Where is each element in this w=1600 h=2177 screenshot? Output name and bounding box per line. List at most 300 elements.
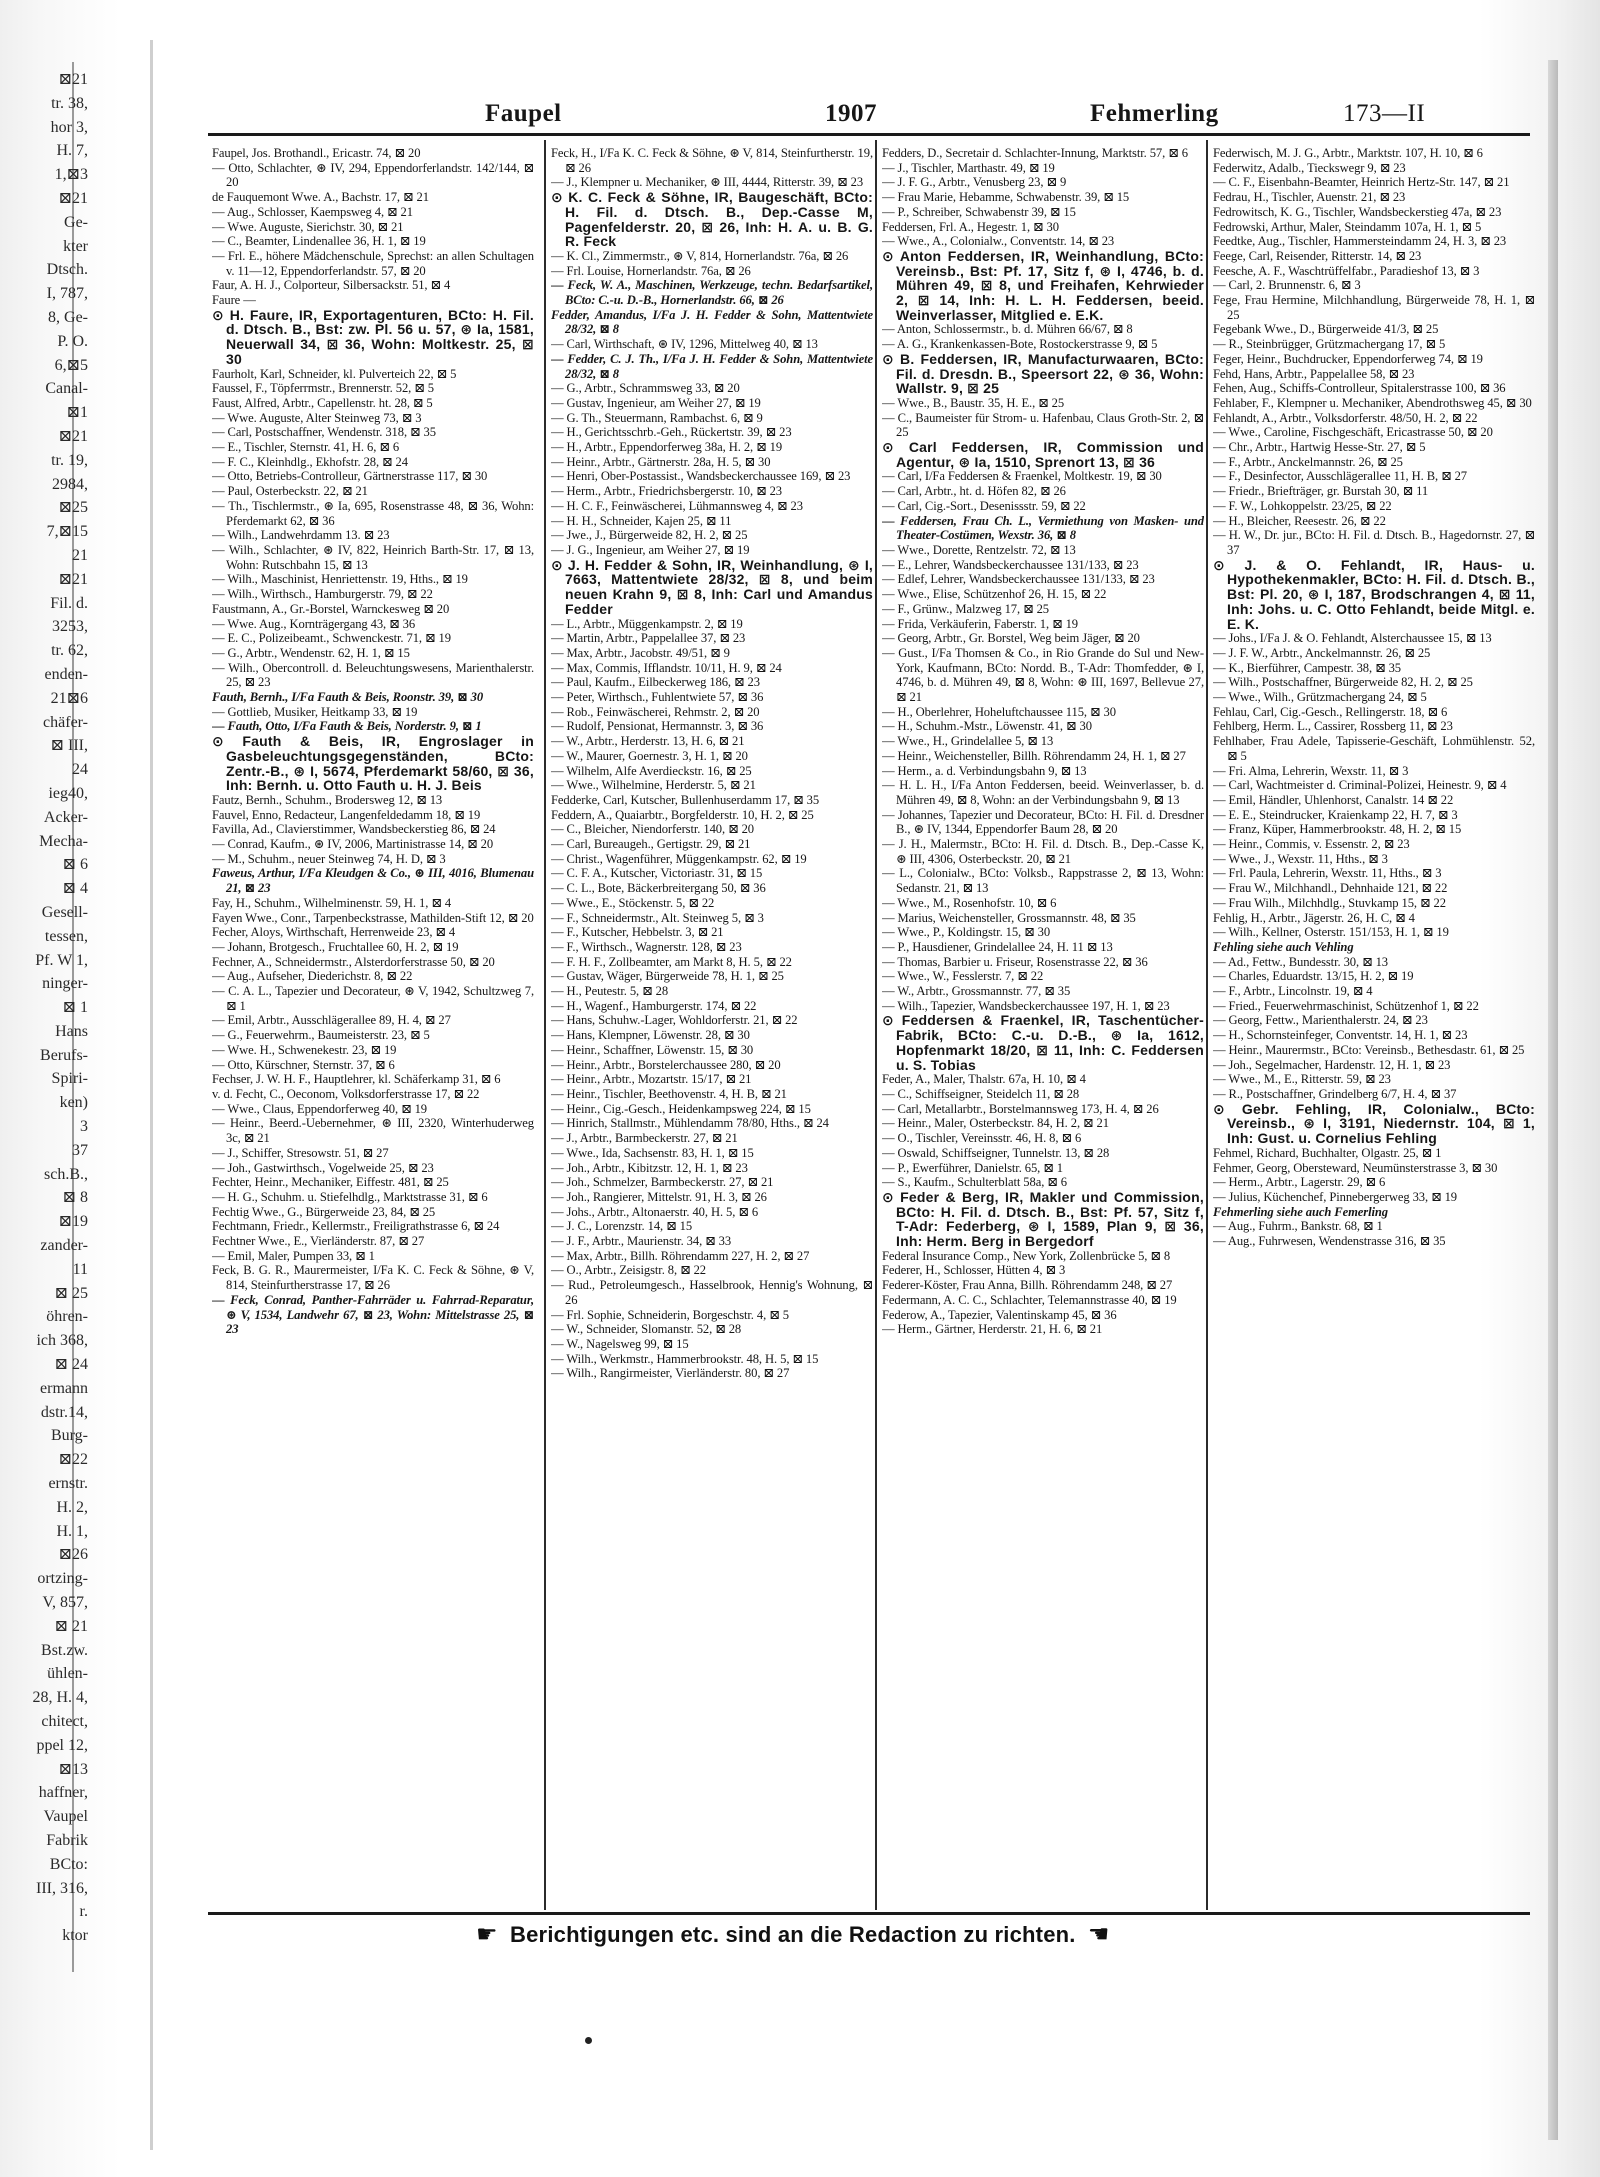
directory-entry: — F., Grünw., Malzweg 17, ⊠ 25 xyxy=(882,601,1049,616)
neighbour-page-fragment: ortzing- xyxy=(37,1570,88,1587)
neighbour-page-fragment: ken) xyxy=(59,1094,88,1111)
neighbour-page-fragment: Bst.zw. xyxy=(41,1642,88,1659)
directory-entry: Fedrowitsch, K. G., Tischler, Wandsbeckerstieg 47a, ⊠ 23 xyxy=(1213,204,1502,219)
neighbour-page-fragment: enden- xyxy=(44,666,88,683)
directory-entry: — C. F. A., Kutscher, Victoriastr. 31, ⊠ 15 xyxy=(551,866,763,881)
directory-entry: — G., Arbtr., Schrammsweg 33, ⊠ 20 xyxy=(551,381,740,396)
directory-entry: — Wilh., Obercontroll. d. Beleuchtungswesens, Marienthalerstr. 25, ⊠ 23 xyxy=(212,660,534,690)
neighbour-page-fragment: ⊠21 xyxy=(58,71,88,88)
firm-entry: ⊙ Gebr. Fehling, IR, Colonialw., BCto: Vereinsb., ⊛ I, 3191, Niedernstr. 104, ⊠ 1, Inh: Gust. u. Cornelius Fehling xyxy=(1213,1100,1535,1147)
directory-entry: — Wwe., Caroline, Fischgeschäft, Ericastrasse 50, ⊠ 20 xyxy=(1213,425,1493,440)
directory-entry: — F., Wirthsch., Wagnerstr. 128, ⊠ 23 xyxy=(551,939,742,954)
directory-entry: — L., Colonialw., BCto: Volksb., Rappstrasse 2, ⊠ 13, Wohn: Sedanstr. 21, ⊠ 13 xyxy=(882,866,1204,896)
directory-entry: — Wilhelm, Alfe Averdieckstr. 16, ⊠ 25 xyxy=(551,763,752,778)
directory-entry: — Wwe. Auguste, Alter Steinweg 73, ⊠ 3 xyxy=(212,410,422,425)
directory-entry: — Max, Commis, Ifflandstr. 10/11, H. 9, ⊠ 24 xyxy=(551,660,782,675)
firm-entry: ⊙ K. C. Feck & Söhne, IR, Baugeschäft, BCto: H. Fil. d. Dtsch. B., Dep.-Casse M, Pagenfelderstr. 20, ⊠ 26, Inh: H. A. u. B. G. R. Feck xyxy=(551,189,873,250)
neighbour-page-fragment: I, 787, xyxy=(46,285,88,302)
neighbour-page-fragment: Dtsch. xyxy=(46,261,88,278)
directory-entry: Fehlhaber, Frau Adele, Tapisserie-Geschäft, Lohmühlenstr. 52, ⊠ 5 xyxy=(1213,734,1535,763)
directory-entry: Feger, Heinr., Buchdrucker, Eppendorferweg 74, ⊠ 19 xyxy=(1213,351,1483,366)
directory-entry: — Carl, Postschaffner, Wendenstr. 318, ⊠ 35 xyxy=(212,425,436,440)
directory-entry: — Wwe., W., Fesslerstr. 7, ⊠ 22 xyxy=(882,969,1044,984)
footer-notice xyxy=(470,1920,1270,1954)
directory-column-3 xyxy=(882,146,1204,1910)
neighbour-page-fragment: ⊠21 xyxy=(58,428,88,445)
directory-entry: — H. H., Schneider, Kajen 25, ⊠ 11 xyxy=(551,513,732,528)
neighbour-page-fragment: ⊠13 xyxy=(58,1761,88,1778)
directory-entry: — C., Bleicher, Niendorferstr. 140, ⊠ 20 xyxy=(551,822,754,837)
neighbour-page-fragment: Acker- xyxy=(43,809,88,826)
header-first-name: Faupel xyxy=(485,100,562,127)
neighbour-page-fragment: ⊠ 1 xyxy=(62,999,88,1016)
directory-entry: — F., Kutscher, Hebbelstr. 3, ⊠ 21 xyxy=(551,925,724,940)
directory-entry: — Anton, Schlossermstr., b. d. Mühren 66/67, ⊠ 8 xyxy=(882,322,1133,337)
directory-entry: — Ad., Fettw., Bundesstr. 30, ⊠ 13 xyxy=(1213,954,1388,969)
directory-entry: — Wwe., Claus, Eppendorferweg 40, ⊠ 19 xyxy=(212,1101,427,1116)
neighbour-page-fragment: 6,⊠5 xyxy=(54,357,88,374)
directory-entry: — H. L. H., I/Fa Anton Feddersen, beeid. Weinverlasser, b. d. Mühren 49, ⊠ 8, Wohn: an der Verbindungsbahn 9, ⊠ 13 xyxy=(882,778,1204,807)
column-divider xyxy=(544,140,546,1910)
firm-entry: ⊙ Anton Feddersen, IR, Weinhandlung, BCto: Vereinsb., Bst: Pf. 17, Sitz f, ⊛ I, 4746, b. d. Mühren 49, ⊠ 8, und Freihafen, Kehrwieder 2, ⊠ 14, Inh: H. L. H. Feddersen, beeid. Weinverlasser, Mitglied e. E.K. xyxy=(882,247,1204,323)
directory-entry: Fehmel, Richard, Buchhalter, Olgastr. 25, ⊠ 1 xyxy=(1213,1145,1442,1160)
directory-entry: — W., Nagelsweg 99, ⊠ 15 xyxy=(551,1336,689,1351)
directory-entry: — Johann, Brotgesch., Fruchtallee 60, H. 2, ⊠ 19 xyxy=(212,939,459,954)
neighbour-page-fragment: chitect, xyxy=(41,1713,88,1730)
page-number: 173—II xyxy=(1343,100,1426,127)
directory-entry: — M., Schuhm., neuer Steinweg 74, H. D, ⊠ 3 xyxy=(212,851,446,866)
directory-entry: — J. H., Malermstr., BCto: H. Fil. d. Dtsch. B., Dep.-Casse K, ⊛ III, 4306, Osterbeckstr. 20, ⊠ 21 xyxy=(882,837,1204,866)
directory-entry: Fechter, Heinr., Mechaniker, Eiffestr. 481, ⊠ 25 xyxy=(212,1175,449,1190)
directory-entry: Fautz, Bernh., Schuhm., Brodersweg 12, ⊠ 13 xyxy=(212,792,443,807)
neighbour-page-fragment: tr. 62, xyxy=(51,642,88,659)
directory-entry: — Charles, Eduardstr. 13/15, H. 2, ⊠ 19 xyxy=(1213,969,1414,984)
directory-entry: — Wwe., P., Koldingstr. 15, ⊠ 30 xyxy=(882,925,1051,940)
directory-entry: Fechser, J. W. H. F., Hauptlehrer, kl. Schäferkamp 31, ⊠ 6 xyxy=(212,1072,501,1087)
directory-entry: — W., Arbtr., Grossmannstr. 77, ⊠ 35 xyxy=(882,984,1071,999)
directory-entry: Fauvel, Enno, Redacteur, Langenfeldedamm 18, ⊠ 19 xyxy=(212,807,481,822)
directory-entry: — Wwe., Ida, Sachsenstr. 83, H. 1, ⊠ 15 xyxy=(551,1145,754,1160)
directory-entry: Fehen, Aug., Schiffs-Controlleur, Spitalerstrasse 100, ⊠ 36 xyxy=(1213,381,1506,396)
directory-entry: Faust, Alfred, Arbtr., Capellenstr. ht. 28, ⊠ 5 xyxy=(212,395,433,410)
directory-entry: Federwitz, Adalb., Tieckswegr 9, ⊠ 23 xyxy=(1213,160,1406,175)
directory-entry: — Carl, Wachtmeister d. Criminal-Polizei, Heinestr. 9, ⊠ 4 xyxy=(1213,778,1507,793)
directory-entry: — Marius, Weichensteller, Grossmannstr. 48, ⊠ 35 xyxy=(882,910,1136,925)
directory-entry: — F., Desinfector, Ausschlägerallee 11, H. B, ⊠ 27 xyxy=(1213,469,1467,484)
directory-entry: — H., Peutestr. 5, ⊠ 28 xyxy=(551,984,669,999)
neighbour-page-strip xyxy=(0,70,88,1960)
firm-entry: ⊙ Carl Feddersen, IR, Commission und Agentur, ⊛ Ia, 1510, Sprenort 13, ⊠ 36 xyxy=(882,439,1204,470)
directory-entry: — Heinr., Weichensteller, Billh. Röhrendamm 24, H. 1, ⊠ 27 xyxy=(882,748,1186,763)
directory-entry: — G., Feuerwehrm., Baumeisterstr. 23, ⊠ 5 xyxy=(212,1028,430,1043)
neighbour-page-fragment: ⊠26 xyxy=(58,1546,88,1563)
directory-entry: — P., Schreiber, Schwabenstr 39, ⊠ 15 xyxy=(882,204,1076,219)
directory-entry: Fehd, Hans, Arbtr., Pappelallee 58, ⊠ 23 xyxy=(1213,366,1415,381)
directory-entry: Feddern, A., Quaiarbtr., Borgfelderstr. 10, H. 2, ⊠ 25 xyxy=(551,807,814,822)
directory-entry: — Wwe., E., Stöckenstr. 5, ⊠ 22 xyxy=(551,895,715,910)
directory-entry: Feesche, A. F., Waschtrüffelfabr., Paradieshof 13, ⊠ 3 xyxy=(1213,263,1480,278)
directory-entry: Fedderke, Carl, Kutscher, Bullenhuserdamm 17, ⊠ 35 xyxy=(551,792,820,807)
directory-entry: Fayen Wwe., Conr., Tarpenbeckstrasse, Mathilden-Stift 12, ⊠ 20 xyxy=(212,910,534,925)
directory-entry: — Wwe., A., Colonialw., Conventstr. 14, ⊠ 23 xyxy=(882,234,1115,249)
directory-entry: — Wwe., Wilh., Grützmachergang 24, ⊠ 5 xyxy=(1213,690,1427,705)
firm-entry: ⊙ B. Feddersen, IR, Manufacturwaaren, BCto: Fil. d. Dresdn. B., Speersort 22, ⊛ 36, Wohn: Wallstr. 9, ⊠ 25 xyxy=(882,350,1204,397)
directory-entry: — Carl, Arbtr., ht. d. Höfen 82, ⊠ 26 xyxy=(882,484,1066,499)
directory-entry: — Conrad, Kaufm., ⊛ IV, 2006, Martinistrasse 14, ⊠ 20 xyxy=(212,837,494,852)
directory-entry: — Heinr., Maler, Osterbeckstr. 84, H. 2, ⊠ 21 xyxy=(882,1116,1109,1131)
neighbour-page-fragment: ⊠ 21 xyxy=(54,1618,88,1635)
directory-entry: — C., Baumeister für Strom- u. Hafenbau, Claus Groth-Str. 2, ⊠ 25 xyxy=(882,410,1204,440)
directory-entry: — Wilh., Rangirmeister, Vierländerstr. 80, ⊠ 27 xyxy=(551,1366,790,1381)
directory-entry: Feck, B. G. R., Maurermeister, I/Fa K. C. Feck & Söhne, ⊛ V, 814, Steinfurtherstrasse 17, ⊠ 26 xyxy=(212,1263,534,1293)
directory-entry: — H., Bleicher, Reesestr. 26, ⊠ 22 xyxy=(1213,513,1386,528)
neighbour-page-fragment: H. 7, xyxy=(56,142,88,159)
directory-entry: — R., Postschaffner, Grindelberg 6/7, H. 4, ⊠ 37 xyxy=(1213,1087,1457,1101)
directory-entry: — Wilh., Werkmstr., Hammerbrookstr. 48, H. 5, ⊠ 15 xyxy=(551,1351,819,1366)
neighbour-page-fragment: 8, Ge- xyxy=(48,309,88,326)
directory-entry: — P., Ewerführer, Danielstr. 65, ⊠ 1 xyxy=(882,1160,1063,1175)
directory-entry: — Carl, Metallarbtr., Borstelmannsweg 173, H. 4, ⊠ 26 xyxy=(882,1101,1159,1116)
directory-entry: — Emil, Händler, Uhlenhorst, Canalstr. 14 ⊠ 22 xyxy=(1213,792,1454,807)
directory-entry: — Heinr., Arbtr., Gärtnerstr. 28a, H. 5, ⊠ 30 xyxy=(551,454,771,469)
neighbour-page-fragment: ⊠21 xyxy=(58,190,88,207)
page-edge xyxy=(1548,60,1558,2140)
directory-entry: — F., Schneidermstr., Alt. Steinweg 5, ⊠ 3 xyxy=(551,910,764,925)
directory-entry: — W., Maurer, Goernestr. 3, H. 1, ⊠ 20 xyxy=(551,748,748,763)
directory-entry: — Otto, Betriebs-Controlleur, Gärtnerstrasse 117, ⊠ 30 xyxy=(212,469,488,484)
directory-entry: Fechtner Wwe., E., Vierländerstr. 87, ⊠ 27 xyxy=(212,1234,425,1249)
directory-entry: — Wwe., M., E., Ritterstr. 59, ⊠ 23 xyxy=(1213,1072,1391,1087)
directory-entry: — Wilh., Kellner, Osterstr. 151/153, H. 1, ⊠ 19 xyxy=(1213,925,1449,940)
directory-entry: — Paul, Osterbeckstr. 22, ⊠ 21 xyxy=(212,484,368,499)
directory-entry: — H., Schuhm.-Mstr., Löwenstr. 41, ⊠ 30 xyxy=(882,719,1092,734)
firm-entry: ⊙ J. H. Fedder & Sohn, IR, Weinhandlung, ⊛ I, 7663, Mattentwiete 28/32, ⊠ 8, und beim neuen Krahn 9, ⊠ 8, Inh: Carl und Amandus Fedder xyxy=(551,556,873,617)
neighbour-page-fragment: P. O. xyxy=(57,333,88,350)
directory-entry: — Wilh., Landwehrdamm 13. ⊠ 23 xyxy=(212,528,390,543)
firm-entry: ⊙ Feder & Berg, IR, Makler und Commission, BCto: H. Fil. d. Dtsch. B., Bst: Pf. 57, Sitz f, T-Adr: Federberg, ⊛ I, 1589, Plan 9, ⊠ 36, Inh: Herm. Berg in Bergedorf xyxy=(882,1188,1204,1250)
directory-entry: — Joh., Arbtr., Kibitzstr. 12, H. 1, ⊠ 23 xyxy=(551,1160,748,1175)
directory-entry: — E. C., Polizeibeamt., Schwenckestr. 71, ⊠ 19 xyxy=(212,631,451,646)
directory-entry: — H., Oberlehrer, Hoheluftchaussee 115, ⊠ 30 xyxy=(882,704,1116,719)
neighbour-page-fragment: chäfer- xyxy=(43,714,88,731)
directory-entry: Federow, A., Tapezier, Valentinskamp 45, ⊠ 36 xyxy=(882,1307,1117,1322)
directory-entry: — C. L., Bote, Bäckerbreitergang 50, ⊠ 36 xyxy=(551,881,766,896)
directory-entry: — Aug., Schlosser, Kaempsweg 4, ⊠ 21 xyxy=(212,204,413,219)
directory-entry: — Wwe., J., Wexstr. 11, Hths., ⊠ 3 xyxy=(1213,851,1388,866)
directory-entry: — Jwe., J., Bürgerweide 82, H. 2, ⊠ 25 xyxy=(551,528,748,543)
directory-entry: — Gust., I/Fa Thomsen & Co., in Rio Grande do Sul und New-York, Kaufmann, BCto: Nordd. B., T-Adr: Thomfedder, ⊛ I, 4746, b. d. Mühren 49, ⊠ 8, Wohn: ⊛ III, 1697, Bellevue 27, ⊠ 21 xyxy=(882,645,1204,705)
directory-entry: — H. W., Dr. jur., BCto: H. Fil. d. Dtsch. B., Hagedornstr. 27, ⊠ 37 xyxy=(1213,528,1535,557)
firm-entry: ⊙ H. Faure, IR, Exportagenturen, BCto: H. Fil. d. Dtsch. B., Bst: zw. Pl. 56 u. 57, ⊛ Ia, 1581, Neuerwall 34, ⊠ 36, Wohn: Moltkestr. 25, ⊠ 30 xyxy=(212,306,534,367)
directory-entry: — Wwe., Dorette, Rentzelstr. 72, ⊠ 13 xyxy=(882,542,1076,557)
directory-entry: — Herm., a. d. Verbindungsbahn 9, ⊠ 13 xyxy=(882,763,1087,778)
neighbour-page-fragment: Gesell- xyxy=(41,904,88,921)
directory-entry: — H., Arbtr., Eppendorferweg 38a, H. 2, ⊠ 19 xyxy=(551,440,783,455)
neighbour-page-fragment: 24 xyxy=(72,761,88,778)
neighbour-page-fragment: Hans xyxy=(55,1023,88,1040)
directory-entry: — Wwe., B., Baustr. 35, H. E., ⊠ 25 xyxy=(882,395,1065,410)
directory-entry: — Frau Wilh., Milchhdlg., Stuvkamp 15, ⊠ 22 xyxy=(1213,895,1446,910)
directory-entry: — C., Beamter, Lindenallee 36, H. 1, ⊠ 19 xyxy=(212,234,426,249)
directory-entry: Fecher, Aloys, Wirthschaft, Herrenweide 23, ⊠ 4 xyxy=(212,925,456,940)
directory-entry: — Wwe. Aug., Kornträgergang 43, ⊠ 36 xyxy=(212,616,416,631)
directory-entry: Feddersen, Frl. A., Hegestr. 1, ⊠ 30 xyxy=(882,219,1059,234)
directory-entry: — Heinr., Arbtr., Borstelerchaussee 280, ⊠ 20 xyxy=(551,1057,781,1072)
directory-entry: — Johs., Arbtr., Altonaerstr. 40, H. 5, ⊠ 6 xyxy=(551,1204,759,1219)
directory-entry: — Heinr., Beerd.-Uebernehmer, ⊛ III, 2320, Winterhuderweg 3c, ⊠ 21 xyxy=(212,1116,534,1146)
directory-entry: — Wwe., Wilhelmine, Herderstr. 5, ⊠ 21 xyxy=(551,778,756,793)
directory-entry: — Hinrich, Stallmstr., Mühlendamm 78/80, Hths., ⊠ 24 xyxy=(551,1116,829,1131)
directory-entry: — Max, Arbtr., Jacobstr. 49/51, ⊠ 9 xyxy=(551,645,730,660)
directory-entry: — J., Klempner u. Mechaniker, ⊛ III, 4444, Ritterstr. 39, ⊠ 23 xyxy=(551,175,864,190)
directory-entry: — Frl. Paula, Lehrerin, Wexstr. 11, Hths., ⊠ 3 xyxy=(1213,866,1442,881)
firm-entry: ⊙ J. & O. Fehlandt, IR, Haus- u. Hypothekenmakler, BCto: H. Fil. d. Dtsch. B., Bst: Pl. 20, ⊛ I, 187, Brodschrangen 4, ⊠ 11, Inh: Johs. u. C. Otto Fehlandt, beide Mitgl. e. E. K. xyxy=(1213,556,1535,632)
neighbour-page-fragment: ⊠1 xyxy=(66,404,88,421)
neighbour-page-fragment: r. xyxy=(79,1903,88,1920)
directory-entry: Fechtmann, Friedr., Kellermstr., Freiligrathstrasse 6, ⊠ 24 xyxy=(212,1219,500,1234)
neighbour-page-fragment: zander- xyxy=(40,1237,88,1254)
directory-entry: — Henri, Ober-Postassist., Wandsbeckerchaussee 169, ⊠ 23 xyxy=(551,469,851,484)
directory-entry: — G. Th., Steuermann, Rambachst. 6, ⊠ 9 xyxy=(551,410,763,425)
directory-entry: — F. W., Lohkoppelstr. 23/25, ⊠ 22 xyxy=(1213,498,1392,513)
directory-entry: Fehling siehe auch Vehling xyxy=(1213,939,1354,954)
directory-entry: — J. F. G., Arbtr., Venusberg 23, ⊠ 9 xyxy=(882,175,1067,190)
directory-entry: Federer-Köster, Frau Anna, Billh. Röhrendamm 248, ⊠ 27 xyxy=(882,1278,1173,1293)
directory-entry: — Heinr., Maurermstr., BCto: Vereinsb., Bethesdastr. 61, ⊠ 25 xyxy=(1213,1042,1525,1057)
directory-entry: — J. F., Arbtr., Maurienstr. 34, ⊠ 33 xyxy=(551,1234,732,1249)
neighbour-page-fragment: 3 xyxy=(80,1118,88,1135)
directory-entry: — S., Kaufm., Schulterblatt 58a, ⊠ 6 xyxy=(882,1175,1067,1190)
neighbour-page-fragment: Pf. W 1, xyxy=(35,952,88,969)
neighbour-page-fragment: Mecha- xyxy=(39,833,88,850)
neighbour-page-fragment: 11 xyxy=(72,1261,88,1278)
ink-dot xyxy=(585,2037,592,2044)
neighbour-page-fragment: 3253, xyxy=(52,618,88,635)
directory-entry: — Peter, Wirthsch., Fuhlentwiete 57, ⊠ 36 xyxy=(551,690,764,705)
directory-entry: Federal Insurance Comp., New York, Zollenbrücke 5, ⊠ 8 xyxy=(882,1248,1171,1263)
directory-entry: — Christ., Wagenführer, Müggenkampstr. 62, ⊠ 19 xyxy=(551,851,807,866)
neighbour-page-fragment: tr. 19, xyxy=(51,452,88,469)
directory-entry: — Frl. E., höhere Mädchenschule, Sprechst: an allen Schultagen v. 11—12, Eppendorferlandstr. 57, ⊠ 20 xyxy=(212,248,534,278)
directory-entry: — Wilh., Postschaffner, Bürgerweide 82, H. 2, ⊠ 25 xyxy=(1213,675,1473,690)
directory-entry: — Carl, Bureaugeh., Gertigstr. 29, ⊠ 21 xyxy=(551,837,751,852)
directory-entry: — Feddersen, Frau Ch. L., Vermiethung von Masken- und Theater-Costümen, Wexstr. 36, ⊠ 8 xyxy=(882,513,1204,543)
directory-entry: — H., Gerichtsschrb.-Geh., Rückertstr. 39, ⊠ 23 xyxy=(551,425,792,440)
directory-entry: — Wwe., H., Grindelallee 5, ⊠ 13 xyxy=(882,734,1054,749)
neighbour-page-fragment: ⊠ 25 xyxy=(54,1285,88,1302)
neighbour-page-fragment: ⊠ III, xyxy=(50,737,88,754)
directory-entry: — G., Arbtr., Wendenstr. 62, H. 1, ⊠ 15 xyxy=(212,645,410,660)
directory-entry: Faupel, Jos. Brothandl., Ericastr. 74, ⊠ 20 xyxy=(212,146,421,160)
directory-entry: Fedder, Amandus, I/Fa J. H. Fedder & Sohn, Mattentwiete 28/32, ⊠ 8 xyxy=(551,307,873,337)
directory-entry: — R., Steinbrügger, Grützmachergang 17, ⊠ 5 xyxy=(1213,337,1446,352)
column-divider xyxy=(1206,140,1208,1910)
directory-entry: Fehlandt, A., Arbtr., Volksdorferstr. 48/50, H. 2, ⊠ 22 xyxy=(1213,410,1478,425)
neighbour-page-fragment: ⊠ 24 xyxy=(54,1356,88,1373)
neighbour-page-fragment: 28, H. 4, xyxy=(32,1689,88,1706)
firm-entry: ⊙ Feddersen & Fraenkel, IR, Taschentücher-Fabrik, BCto: C.-u. D.-B., ⊛ Ia, 1612, Hopfenmarkt 18/20, ⊠ 11, Inh: C. Feddersen u. S. Tobias xyxy=(882,1012,1204,1073)
neighbour-page-fragment: ⊠19 xyxy=(58,1213,88,1230)
directory-entry: — Heinr., Cig.-Gesch., Heidenkampsweg 224, ⊠ 15 xyxy=(551,1101,811,1116)
directory-entry: Faussel, F., Töpferrmstr., Brennerstr. 52, ⊠ 5 xyxy=(212,381,434,396)
directory-entry: Fedrau, H., Tischler, Auenstr. 21, ⊠ 23 xyxy=(1213,190,1406,205)
neighbour-page-fragment: 7,⊠15 xyxy=(46,523,88,540)
directory-entry: — Gustav, Ingenieur, am Weiher 27, ⊠ 19 xyxy=(551,395,761,410)
directory-entry: — E., Tischler, Sternstr. 41, H. 6, ⊠ 6 xyxy=(212,440,400,455)
directory-entry: Feege, Carl, Reisender, Ritterstr. 14, ⊠ 23 xyxy=(1213,248,1422,263)
header-last-name: Fehmerling xyxy=(1090,100,1219,127)
directory-entry: — Georg, Arbtr., Gr. Borstel, Weg beim Jäger, ⊠ 20 xyxy=(882,631,1140,646)
directory-entry: Faustmann, A., Gr.-Borstel, Warnckesweg ⊠ 20 xyxy=(212,601,450,616)
neighbour-page-fragment: BCto: xyxy=(49,1856,88,1873)
directory-entry: Fehlau, Carl, Cig.-Gesch., Rellingerstr. 18, ⊠ 6 xyxy=(1213,704,1448,719)
neighbour-page-fragment: ühlen- xyxy=(47,1665,88,1682)
neighbour-page-fragment: H. 2, xyxy=(56,1499,88,1516)
pointing-hand-right-icon: ☛ xyxy=(476,1921,498,1948)
neighbour-page-fragment: ernstr. xyxy=(48,1475,88,1492)
neighbour-page-fragment: ktor xyxy=(62,1927,88,1944)
neighbour-page-fragment: 1,⊠3 xyxy=(54,166,88,183)
neighbour-page-fragment: haffner, xyxy=(38,1784,88,1801)
neighbour-page-fragment: 21⊠6 xyxy=(50,690,88,707)
directory-entry: — H., Wagenf., Hamburgerstr. 174, ⊠ 22 xyxy=(551,998,757,1013)
directory-entry: — Carl, I/Fa Feddersen & Fraenkel, Moltkestr. 19, ⊠ 30 xyxy=(882,469,1162,484)
directory-entry: — Aug., Aufseher, Diederichstr. 8, ⊠ 22 xyxy=(212,969,413,984)
directory-entry: — J., Arbtr., Barmbeckerstr. 27, ⊠ 21 xyxy=(551,1131,738,1146)
directory-entry: — Feck, W. A., Maschinen, Werkzeuge, techn. Bedarfsartikel, BCto: C.-u. D.-B., Hornerlandstr. 66, ⊠ 26 xyxy=(551,278,873,308)
directory-entry: — Gottlieb, Musiker, Heitkamp 33, ⊠ 19 xyxy=(212,704,418,719)
directory-entry: — Joh., Gastwirthsch., Vogelweide 25, ⊠ 23 xyxy=(212,1160,434,1175)
directory-entry: — E. E., Steindrucker, Kraienkamp 22, H. 7, ⊠ 3 xyxy=(1213,807,1458,822)
neighbour-page-fragment: 21 xyxy=(72,547,88,564)
neighbour-page-fragment: 2984, xyxy=(52,476,88,493)
neighbour-page-fragment: ninger- xyxy=(42,975,88,992)
directory-entry: Federmann, A. C. C., Schlachter, Telemannstrasse 40, ⊠ 19 xyxy=(882,1292,1177,1307)
neighbour-page-fragment: 37 xyxy=(72,1142,88,1159)
neighbour-page-fragment: ich 368, xyxy=(36,1332,88,1349)
directory-entry: — C. A. L., Tapezier und Decorateur, ⊛ V, 1942, Schultzweg 7, ⊠ 1 xyxy=(212,984,534,1013)
directory-entry: — L., Arbtr., Müggenkampstr. 2, ⊠ 19 xyxy=(551,616,743,631)
directory-entry: — Gustav, Wäger, Bürgerweide 78, H. 1, ⊠ 25 xyxy=(551,969,784,984)
directory-entry: — Fri. Alma, Lehrerin, Wexstr. 11, ⊠ 3 xyxy=(1213,763,1409,778)
directory-entry: — Otto, Kürschner, Sternstr. 37, ⊠ 6 xyxy=(212,1057,395,1072)
neighbour-page-fragment: Canal- xyxy=(45,380,88,397)
firm-entry: ⊙ Fauth & Beis, IR, Engroslager in Gasbeleuchtungsgegenständen, BCto: Zentr.-B., ⊛ I, 5674, Pferdemarkt 58/60, ⊠ 36, Inh: Bernh. u. Otto Fauth u. H. J. Beis xyxy=(212,733,534,794)
directory-entry: — J. G., Ingenieur, am Weiher 27, ⊠ 19 xyxy=(551,542,750,557)
directory-entry: — Feck, Conrad, Panther-Fahrräder u. Fahrrad-Reparatur, ⊛ V, 1534, Landwehr 67, ⊠ 23, Wohn: Mittelstrasse 25, ⊠ 23 xyxy=(212,1292,534,1337)
directory-entry: — Fedder, C. J. Th., I/Fa J. H. Fedder & Sohn, Mattentwiete 28/32, ⊠ 8 xyxy=(551,351,873,381)
directory-entry: — K., Bierführer, Campestr. 38, ⊠ 35 xyxy=(1213,660,1401,675)
neighbour-page-fragment: Berufs- xyxy=(40,1047,88,1064)
pointing-hand-left-icon: ☚ xyxy=(1087,1921,1110,1948)
directory-entry: Fege, Frau Hermine, Milchhandlung, Bürgerweide 78, H. 1, ⊠ 25 xyxy=(1213,293,1535,322)
directory-entry: Feder, A., Maler, Thalstr. 67a, H. 10, ⊠ 4 xyxy=(882,1072,1086,1087)
directory-entry: — Wwe. H., Schwenekestr. 23, ⊠ 19 xyxy=(212,1042,397,1057)
directory-entry: — Aug., Fuhrm., Bankstr. 68, ⊠ 1 xyxy=(1213,1219,1383,1234)
directory-entry: — Friedr., Briefträger, gr. Burstah 30, ⊠ 11 xyxy=(1213,484,1429,499)
directory-entry: Fehlberg, Herm. L., Cassirer, Rossberg 11, ⊠ 23 xyxy=(1213,719,1453,734)
neighbour-page-fragment: Fabrik xyxy=(46,1832,88,1849)
directory-entry: Fehlig, H., Arbtr., Jägerstr. 26, H. C, ⊠ 4 xyxy=(1213,910,1415,925)
neighbour-page-fragment: ⊠ 4 xyxy=(62,880,88,897)
directory-entry: — J. F. W., Arbtr., Anckelmannstr. 26, ⊠ 25 xyxy=(1213,645,1431,660)
header-rule xyxy=(208,133,1530,136)
directory-entry: — Herm., Gärtner, Herderstr. 21, H. 6, ⊠ 21 xyxy=(882,1322,1103,1337)
directory-column-2 xyxy=(551,146,873,1910)
book-spine xyxy=(150,40,153,2150)
directory-entry: — Otto, Schlachter, ⊛ IV, 294, Eppendorferlandstr. 142/144, ⊠ 20 xyxy=(212,160,534,190)
directory-entry: — Johs., I/Fa J. & O. Fehlandt, Alsterchaussee 15, ⊠ 13 xyxy=(1213,631,1492,646)
directory-entry: Fehmer, Georg, Obersteward, Neumünsterstrasse 3, ⊠ 30 xyxy=(1213,1160,1498,1175)
directory-entry: — Emil, Arbtr., Ausschlägerallee 89, H. 4, ⊠ 27 xyxy=(212,1013,451,1028)
directory-entry: Fedrowski, Arthur, Maler, Steindamm 107a, H. 1, ⊠ 5 xyxy=(1213,219,1482,234)
directory-entry: Fauth, Bernh., I/Fa Fauth & Beis, Roonstr. 39, ⊠ 30 xyxy=(212,690,484,705)
directory-entry: — Frl. Louise, Hornerlandstr. 76a, ⊠ 26 xyxy=(551,263,751,278)
directory-entry: Fedders, D., Secretair d. Schlachter-Innung, Marktstr. 57, ⊠ 6 xyxy=(882,146,1188,160)
directory-entry: — Carl, Wirthschaft, ⊛ IV, 1296, Mittelweg 40, ⊠ 13 xyxy=(551,337,818,352)
directory-entry: Fegebank Wwe., D., Bürgerweide 41/3, ⊠ 25 xyxy=(1213,322,1439,337)
directory-entry: — O., Arbtr., Zeisigstr. 8, ⊠ 22 xyxy=(551,1263,706,1278)
neighbour-page-fragment: ppel 12, xyxy=(36,1737,88,1754)
directory-entry: — J., Schiffer, Stresowstr. 51, ⊠ 27 xyxy=(212,1145,389,1160)
directory-entry: Favilla, Ad., Clavierstimmer, Wandsbeckerstieg 86, ⊠ 24 xyxy=(212,822,496,837)
directory-entry: — Frida, Verkäuferin, Faberstr. 1, ⊠ 19 xyxy=(882,616,1078,631)
directory-entry: — Herm., Arbtr., Lagerstr. 29, ⊠ 6 xyxy=(1213,1175,1386,1190)
directory-entry: — F., Arbtr., Anckelmannstr. 26, ⊠ 25 xyxy=(1213,454,1403,469)
directory-entry: — Julius, Küchenchef, Pinnebergerweg 33, ⊠ 19 xyxy=(1213,1189,1457,1204)
directory-entry: — Rud., Petroleumgesch., Hasselbrook, Hennig's Wohnung, ⊠ 26 xyxy=(551,1278,873,1307)
directory-entry: — Thomas, Barbier u. Friseur, Rosenstrasse 22, ⊠ 36 xyxy=(882,954,1148,969)
directory-entry: — F., Arbtr., Lincolnstr. 19, ⊠ 4 xyxy=(1213,984,1373,999)
directory-entry: — Wilh., Tapezier, Wandsbeckerchaussee 197, H. 1, ⊠ 23 xyxy=(882,998,1170,1013)
directory-entry: — Rudolf, Pensionat, Hermannstr. 3, ⊠ 36 xyxy=(551,719,764,734)
neighbour-page-fragment: ⊠ 6 xyxy=(62,856,88,873)
directory-entry: — Wwe., Elise, Schützenhof 26, H. 15, ⊠ 22 xyxy=(882,587,1107,602)
directory-entry: — W., Arbtr., Herderstr. 13, H. 6, ⊠ 21 xyxy=(551,734,745,749)
neighbour-page-fragment: ⊠22 xyxy=(58,1451,88,1468)
directory-entry: Faurholt, Karl, Schneider, kl. Pulverteich 22, ⊠ 5 xyxy=(212,366,457,381)
neighbour-page-fragment: H. 1, xyxy=(56,1523,88,1540)
neighbour-page-fragment: Vaupel xyxy=(43,1808,88,1825)
directory-entry: — Wwe. Auguste, Sierichstr. 30, ⊠ 21 xyxy=(212,219,404,234)
directory-entry: Faweus, Arthur, I/Fa Kleudgen & Co., ⊛ III, 4016, Blumenau 21, ⊠ 23 xyxy=(212,866,534,896)
directory-entry: Federwisch, M. J. G., Arbtr., Marktstr. 107, H. 10, ⊠ 6 xyxy=(1213,146,1483,160)
directory-entry: — Herm., Arbtr., Friedrichsbergerstr. 10, ⊠ 23 xyxy=(551,484,782,499)
directory-entry: — Heinr., Arbtr., Mozartstr. 15/17, ⊠ 21 xyxy=(551,1072,752,1087)
directory-entry: Fehlaber, F., Klempner u. Mechaniker, Abendrothsweg 45, ⊠ 30 xyxy=(1213,395,1532,410)
directory-entry: Feedtke, Aug., Tischler, Hammersteindamm 24, H. 3, ⊠ 23 xyxy=(1213,234,1507,249)
directory-entry: — J. C., Lorenzstr. 14, ⊠ 15 xyxy=(551,1219,693,1234)
directory-entry: de Fauquemont Wwe. A., Bachstr. 17, ⊠ 21 xyxy=(212,190,429,205)
directory-entry: — Max, Arbtr., Billh. Röhrendamm 227, H. 2, ⊠ 27 xyxy=(551,1248,810,1263)
neighbour-page-fragment: sch.B., xyxy=(44,1166,88,1183)
directory-entry: Faure — xyxy=(212,293,256,308)
header-year: 1907 xyxy=(825,100,877,127)
directory-entry: — Heinr., Tischler, Beethovenstr. 4, H. B, ⊠ 21 xyxy=(551,1087,787,1101)
directory-entry: — Heinr., Schaffner, Löwenstr. 15, ⊠ 30 xyxy=(551,1042,754,1057)
directory-entry: — Wilh., Maschinist, Henriettenstr. 19, Hths., ⊠ 19 xyxy=(212,572,468,587)
directory-entry: Fehmerling siehe auch Femerling xyxy=(1213,1204,1388,1219)
directory-entry: — W., Schneider, Slomanstr. 52, ⊠ 28 xyxy=(551,1322,742,1337)
directory-entry: — J., Tischler, Marthastr. 49, ⊠ 19 xyxy=(882,160,1055,175)
directory-entry: — C. F., Eisenbahn-Beamter, Heinrich Hertz-Str. 147, ⊠ 21 xyxy=(1213,175,1510,190)
column-divider xyxy=(875,140,877,1910)
directory-entry: Faur, A. H. J., Colporteur, Silbersackstr. 51, ⊠ 4 xyxy=(212,278,451,293)
directory-entry: — Franz, Küper, Hammerbrookstr. 48, H. 2, ⊠ 15 xyxy=(1213,822,1462,837)
directory-column-4 xyxy=(1213,146,1535,1910)
directory-entry: — Paul, Kaufm., Eilbeckerweg 186, ⊠ 23 xyxy=(551,675,760,690)
neighbour-page-fragment: Spiri- xyxy=(51,1070,88,1087)
